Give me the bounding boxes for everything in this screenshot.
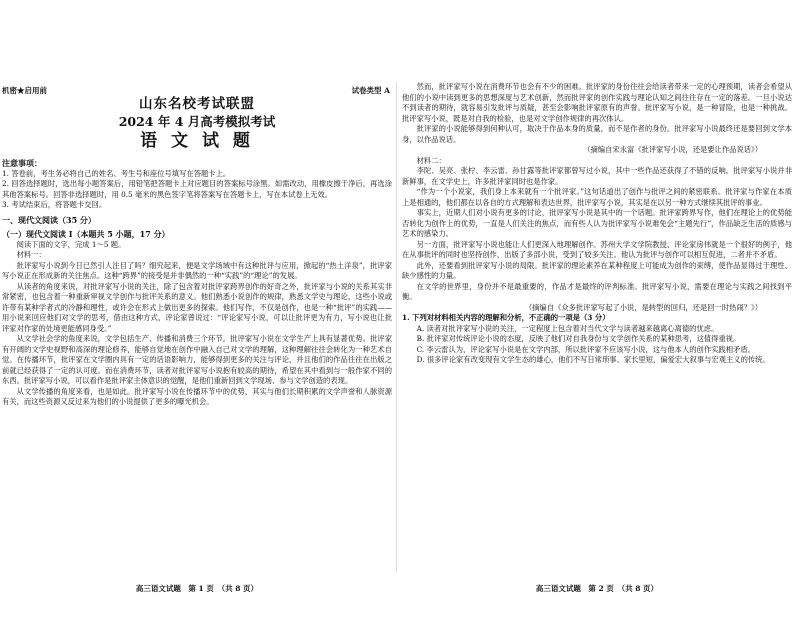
answer-option-c: C. 李云雷认为，评论家写小说是在文学内部，所以批评家不应该写小说，这与他本人的创作实践相矛盾。 xyxy=(416,344,755,354)
body-paragraph: 从读者的角度来说，对批评家写小说的关注，除了包含着对批评家跨界创作的好奇之外，批评家与小说的关系其实非常紧密，也包含着一种重新审视文学创作与批评关系的意义。他们熟悉小说创作的规律，熟悉文学史与理论，这些小说或许带有某种学者式的冷静和理性，或许会在形式上做出更多的探索。他们写作，不仅是创作，也是一种“批评”的实践——用小说来回应他们对文学的思考，借由这种方式，评论家曾说过：“评论家写小说，可以让批评更为有力，写小说也让批评家对作家的处境更能感同身受。” xyxy=(2,281,392,333)
body-paragraph: 事实上，近期人们对小说有更多的讨论，批评家写小说是其中的一个话题。批评家跨界写作，他们在理论上的优势能否转化为创作上的优势，一直是人们关注的焦点，而有些人认为批评家写小说难免会“主题先行”，作品缺乏生活的质感与艺术的感染力。 xyxy=(402,208,792,238)
title-block xyxy=(2,82,392,152)
body-paragraph: 在文学的世界里，身份并不是最重要的，作品才是最终的评判标准。批评家写小说，需要在理论与实践之间找到平衡。 xyxy=(402,281,792,301)
subsection-heading: （一）现代文阅读 I（本题共 5 小题，17 分） xyxy=(2,229,170,239)
answer-option-a: A. 读者对批评家写小说的关注，一定程度上包含着对当代文学与读者越来越离心离德的忧虑。 xyxy=(416,323,719,333)
body-paragraph: 另一方面，批评家写小说也能让人们更深入地理解创作。苏州大学文学院教授、评论家房伟就是一个很好的例子，他在从事批评的同时也坚持创作，出版了多部小说，受到了较多关注。他认为批评与创作可以相互促进，二者并不矛盾。 xyxy=(402,239,792,259)
answer-option-b: B. 批评家对传统评论小说的态度，反映了他们对自我身份与文学创作关系的某种思考，这值得重视。 xyxy=(416,334,741,343)
material-label: 材料一： xyxy=(16,250,46,259)
exam-date-title: 2024 年 4 月高考模拟考试 xyxy=(118,114,276,129)
page-1 xyxy=(2,82,392,582)
notice-item: 1. 答卷前，考生务必将自己的姓名、考生号和座位号填写在答题卡上。 xyxy=(2,168,231,178)
secret-label: 机密★启用前 xyxy=(2,86,47,95)
body-paragraph: 批评家的小说能够得到何种认可，取决于作品本身的质量，而不是作者的身份。批评家写小说最终还是要回到文学本身，以作品说话。 xyxy=(402,124,792,144)
body-paragraph: 此外，还要看到批评家写小说的局限。批评家的理论素养在某种程度上可能成为创作的束缚，使作品显得过于理性、缺少感性的力量。 xyxy=(402,260,792,280)
instruction-text: 阅读下面的文字，完成 1～5 题。 xyxy=(16,239,126,249)
notice-title: 注意事项： xyxy=(2,158,42,168)
body-paragraph: 批评家写小说到今日已然引人注目了吗？细究起来，便是文学场域中有这种批评与应用，掀起的“热土洋泉”，批评家写小说正在形成新的关注焦点。这种“跨界”的接受是并非偶然的一种“实践”的“理论”的发展。 xyxy=(2,260,392,280)
page-2 xyxy=(402,82,792,582)
paper-type-label: 试卷类型 A xyxy=(351,86,390,95)
body-paragraph: 李陀、吴亮、张柠、李云雷、孙甘露等批评家都曾写过小说，其中一些作品还获得了不错的反响。批评家写小说并非新鲜事，在文学史上，许多批评家同时也是作家。 xyxy=(402,166,792,186)
source-citation: （摘编自《众多批评家写起了小说，是转型的回归，还是回一时热闹？》） xyxy=(524,302,762,312)
body-paragraph: 从文学传播的角度来看，也是如此。批评家写小说在传播环节中的优势，其实与他们长期积累的文学声誉和人脉资源有关，而这些资源又反过来为他们的小说提供了更多的曝光机会。 xyxy=(2,386,392,406)
subject-title: 语 文 试 题 xyxy=(140,131,254,151)
notice-block xyxy=(2,158,392,211)
body-paragraph: “作为一个小说家，我们身上本来就有一个批评家。”这句话道出了创作与批评之间的紧密联系。批评家与作家在本质上是相通的，他们都在以各自的方式理解和表达世界，批评家写小说，其实是在以另一种方式继续其批评的事业。 xyxy=(402,187,792,207)
page-2-footer: 高三语文试题 第 2 页 （共 8 页） xyxy=(535,584,659,593)
column-divider xyxy=(396,82,397,572)
body-paragraph: 从文学社会学的角度来说，文学包括生产、传播和消费三个环节。批评家写小说在文学生产上具有显著优势。批评家有开阔的文学史视野和高深的理论修养，能够自觉地在创作中融入自己对文学的理解，这种理解往往会转化为一种艺术自觉。在传播环节，批评家在文学圈内具有一定的话语影响力，能够得到更多的关注与评论，并且他们的作品往往在出版之前就已经获得了一定的认可度。而在消费环节，读者对批评家写小说抱有较高的期待，希望在其中看到与一般作家不同的东西。批评家写小说，可以看作是批评家主体意识的觉醒，是他们重新回到文学现场、参与文学创造的表现。 xyxy=(2,334,392,385)
question-stem: 1. 下列对材料相关内容的理解和分析，不正确的一项是（3 分） xyxy=(402,313,610,322)
notice-item: 2. 回答选择题时，选出每小题答案后，用铅笔把答题卡上对应题目的答案标号涂黑。如需改动，用橡皮擦干净后，再选涂其他答案标号。回答非选择题时，用 0.5 毫米的黑色签字笔将答案写在答题卡上，写在本试卷上无效。 xyxy=(2,179,392,199)
exam-alliance-title: 山东名校考试联盟 xyxy=(139,96,255,112)
answer-option-d: D. 很多评论家有改变现有文学生态的雄心，他们不写日常琐事、家长里短，偏爱宏大叙事与宏观主义的传统。 xyxy=(416,355,770,364)
body-paragraph: 然而，批评家写小说在消费环节也会有不少的困难。批评家的身份往往会给读者带来一定的心理预期，读者会希望从他们的小说中读到更多的思想深度与艺术创新，然而批评家的创作实践与理论认知之间往往存在一定的落差。一旦小说达不到读者的期待，就容易引发批评与质疑，甚至会影响批评家原有的声誉。批评家写小说，是一种冒险，也是一种挑战。批评家写小说，既是对自我的检验，也是对文学创作规律的再次体认。 xyxy=(402,82,792,123)
section-heading: 一、现代文阅读（35 分） xyxy=(2,214,96,225)
source-citation: （摘编自宋永富《批评家写小说，还是要让作品说话》） xyxy=(583,145,762,154)
notice-item: 3. 考试结束后，将答题卡交回。 xyxy=(2,200,107,209)
material-label: 材料二： xyxy=(416,155,446,165)
page-1-footer: 高三语文试题 第 1 页 （共 8 页） xyxy=(135,584,259,593)
